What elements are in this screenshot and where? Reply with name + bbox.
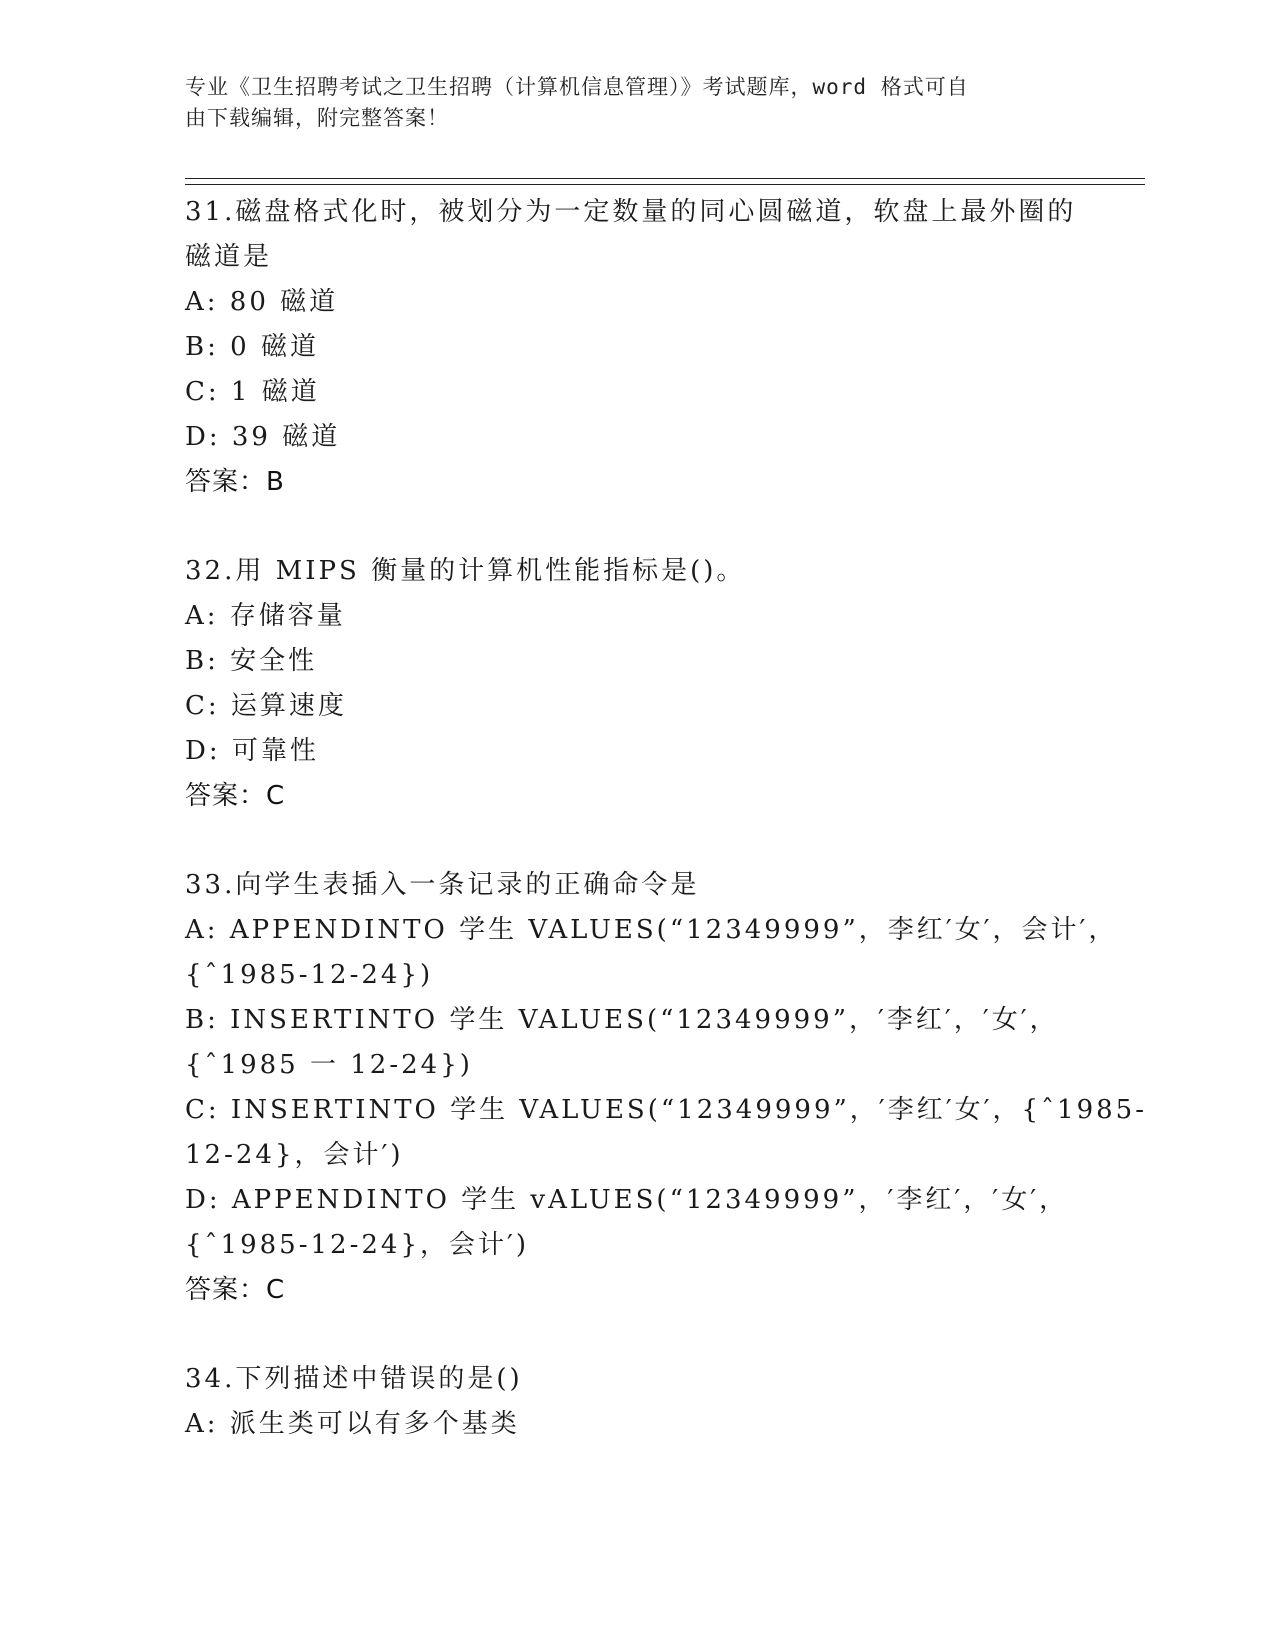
answer-label: 答案：C [185, 781, 286, 811]
option-c: C: INSERTINTO 学生 VALUES(“12349999”，′李红′女′，{ˆ1985- [185, 1095, 1148, 1125]
question-text: 32.用 MIPS 衡量的计算机性能指标是()。 [185, 556, 746, 586]
question-text: 磁道是 [185, 242, 273, 272]
option-d: D: APPENDINTO 学生 vALUES(“12349999”，′李红′，′女′， [185, 1185, 1069, 1215]
option-d-continued: {ˆ1985-12-24}，会计′) [185, 1230, 530, 1260]
option-c: C: 1 磁道 [185, 377, 320, 407]
answer-label: 答案：B [185, 467, 285, 497]
header-divider-bottom [185, 184, 1145, 185]
option-c-continued: 12-24}，会计′) [185, 1140, 404, 1170]
option-c: C: 运算速度 [185, 691, 347, 721]
answer-label: 答案：C [185, 1275, 286, 1305]
option-a: A: 派生类可以有多个基类 [185, 1409, 520, 1439]
question-list [185, 190, 1148, 1447]
question-33 [185, 863, 1148, 1313]
header-divider-top [185, 178, 1145, 179]
header-line-2: 由下载编辑，附完整答案！ [185, 106, 449, 130]
option-d: D: 39 磁道 [185, 422, 341, 452]
option-a: A: 80 磁道 [185, 287, 339, 317]
header-line-1: 专业《卫生招聘考试之卫生招聘（计算机信息管理）》考试题库，word 格式可自 [185, 75, 969, 99]
question-34 [185, 1357, 1085, 1447]
option-b: B: 0 磁道 [185, 332, 319, 362]
option-b: B: INSERTINTO 学生 VALUES(“12349999”，′李红′，′女′， [185, 1005, 1059, 1035]
option-a: A: 存储容量 [185, 601, 346, 631]
option-d: D: 可靠性 [185, 736, 319, 766]
question-32 [185, 549, 1085, 819]
option-a-continued: {ˆ1985-12-24}) [185, 960, 434, 990]
question-text: 34.下列描述中错误的是() [185, 1364, 523, 1394]
question-31 [185, 190, 1085, 505]
document-header [185, 72, 1065, 134]
option-b-continued: {ˆ1985 一 12-24}) [185, 1050, 473, 1080]
option-b: B: 安全性 [185, 646, 318, 676]
question-text: 33.向学生表插入一条记录的正确命令是 [185, 870, 700, 900]
option-a: A: APPENDINTO 学生 VALUES(“12349999”，李红′女′，会计′， [185, 915, 1118, 945]
question-text: 31.磁盘格式化时，被划分为一定数量的同心圆磁道，软盘上最外圈的 [185, 197, 1077, 227]
